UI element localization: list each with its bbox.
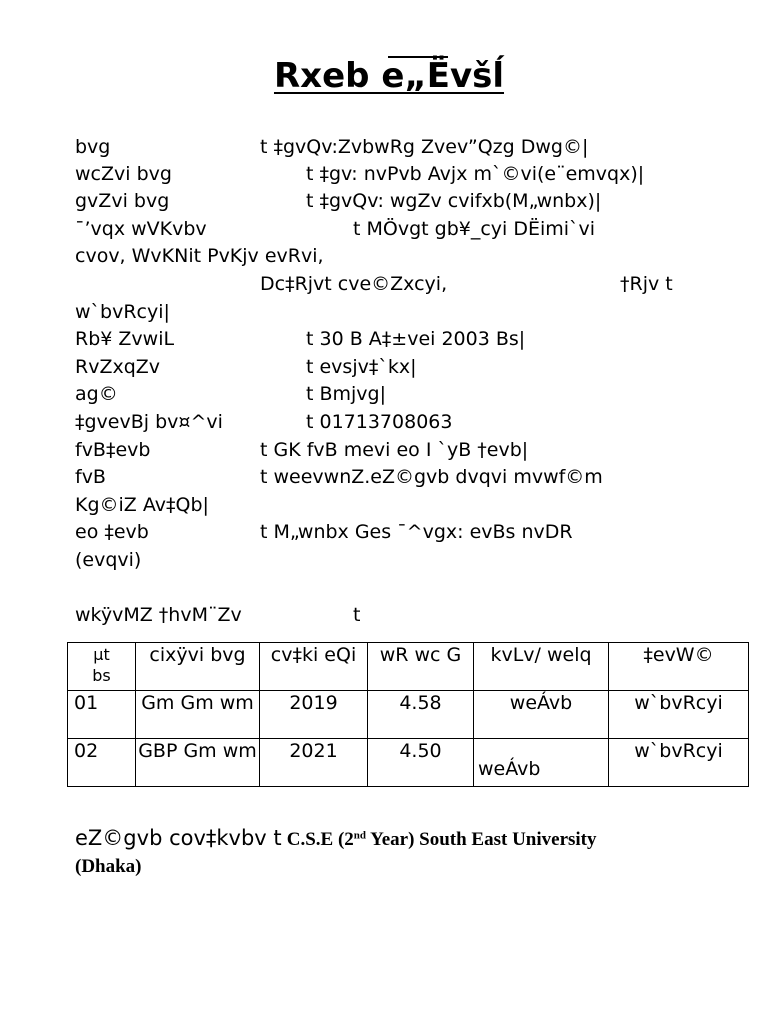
field-label: ¯’vqx wVKvbv: [75, 218, 207, 240]
cell-exam: Gm Gm wm: [136, 691, 260, 739]
cell-gpa: 4.58: [368, 691, 474, 739]
field-row-brother: [75, 464, 603, 491]
current-study-label: eZ©gvb cov‡kvbv t: [75, 826, 282, 850]
cell-board: w`bvRcyi: [609, 691, 749, 739]
field-label: ‡gvevBj bv¤^vi: [75, 411, 223, 433]
header-sno-top: µt: [93, 645, 110, 664]
field-row-education: [75, 602, 361, 629]
field-row-sister-cont: [75, 547, 141, 574]
field-value: t 30 B A‡±vei 2003 Bs|: [306, 328, 526, 350]
field-value: t weevwnZ.eZ©gvb dvqvi mvwf©m: [260, 466, 603, 488]
header-group: kvLv/ welq: [474, 643, 609, 691]
field-value: t evsjv‡`kx|: [306, 356, 417, 378]
cell-group: [474, 739, 609, 787]
current-study-university: Year) South East University: [366, 829, 597, 850]
field-row-sister: [75, 519, 573, 546]
field-label: fvB‡evb: [75, 439, 151, 461]
cell-year: 2019: [260, 691, 368, 739]
field-label: wcZvi bvg: [75, 163, 172, 185]
table-row: [68, 691, 749, 739]
field-label: ag©: [75, 383, 118, 405]
cell-sno: 01: [68, 691, 136, 739]
field-label: eo ‡evb: [75, 521, 149, 543]
current-study: [75, 826, 715, 851]
field-row-father: [75, 161, 645, 188]
field-value-district: †Rjv t: [620, 273, 673, 295]
header-exam: cixÿvi bvg: [136, 643, 260, 691]
field-value: Dc‡Rjvt cve©Zxcyi,: [260, 273, 448, 295]
cell-year: 2021: [260, 739, 368, 787]
field-label: w`bvRcyi|: [75, 301, 170, 323]
field-row-address-district: [75, 299, 170, 326]
field-row-dob: [75, 326, 526, 353]
header-sno: [68, 643, 136, 691]
current-study-program: C.S.E (2: [286, 829, 354, 850]
field-label: (evqvi): [75, 549, 142, 571]
field-value: t GK fvB mevi eo I `yB †evb|: [260, 439, 529, 461]
field-row-nationality: [75, 354, 417, 381]
cell-exam: GBP Gm wm: [136, 739, 260, 787]
field-row-mobile: [75, 409, 453, 436]
field-label: Kg©iZ Av‡Qb|: [75, 494, 209, 516]
current-study-ordinal: nd: [353, 829, 367, 842]
field-row-religion: [75, 381, 387, 408]
field-value: t ‡gvQv: wgZv cvifxb(M„wnbx)|: [306, 190, 602, 212]
header-gpa: wR wc G: [368, 643, 474, 691]
table-row: [68, 739, 749, 787]
field-value: t Bmjvg|: [306, 383, 387, 405]
field-value: t ‡gvQv:ZvbwRg Zvev”Qzg Dwg©|: [260, 136, 589, 158]
field-value: t: [353, 604, 361, 626]
cell-sno: 02: [68, 739, 136, 787]
field-row-name: [75, 134, 589, 161]
field-row-mother: [75, 188, 602, 215]
cell-group: weÁvb: [474, 691, 609, 739]
cell-group-text: weÁvb: [478, 758, 541, 780]
field-label: RvZxqZv: [75, 356, 161, 378]
table-header-row: [68, 643, 749, 691]
field-row-address: [75, 216, 596, 243]
field-label: fvB: [75, 466, 106, 488]
page-title: Rxeb e„Ëvšĺ: [273, 56, 505, 96]
header-year: cv‡ki eQi: [260, 643, 368, 691]
header-sno-bottom: bs: [92, 666, 111, 685]
field-label: wkÿvMZ †hvM¨Zv: [75, 604, 242, 626]
field-row-brother-cont: [75, 492, 209, 519]
field-row-siblings: [75, 437, 529, 464]
education-table: [67, 642, 749, 787]
cell-board: w`bvRcyi: [609, 739, 749, 787]
header-board: ‡evW©: [609, 643, 749, 691]
field-value: t MÖvgt gb¥_cyi DËimi`vi: [353, 218, 596, 240]
current-study-city: (Dhaka): [75, 856, 142, 877]
field-value: t M„wnbx Ges ¯^vgx: evBs nvDR: [260, 521, 573, 543]
field-value: t 01713708063: [306, 411, 453, 433]
field-label: cvov, WvKNit PvKjv evRvi,: [75, 245, 324, 267]
field-value: t ‡gv: nvPvb Avjx m`©vi(e¨emvqx)|: [306, 163, 645, 185]
field-row-address-cont: [75, 243, 324, 270]
field-label: Rb¥ ZvwiL: [75, 328, 175, 350]
field-label: gvZvi bvg: [75, 190, 170, 212]
field-label: bvg: [75, 136, 111, 158]
cell-gpa: 4.50: [368, 739, 474, 787]
